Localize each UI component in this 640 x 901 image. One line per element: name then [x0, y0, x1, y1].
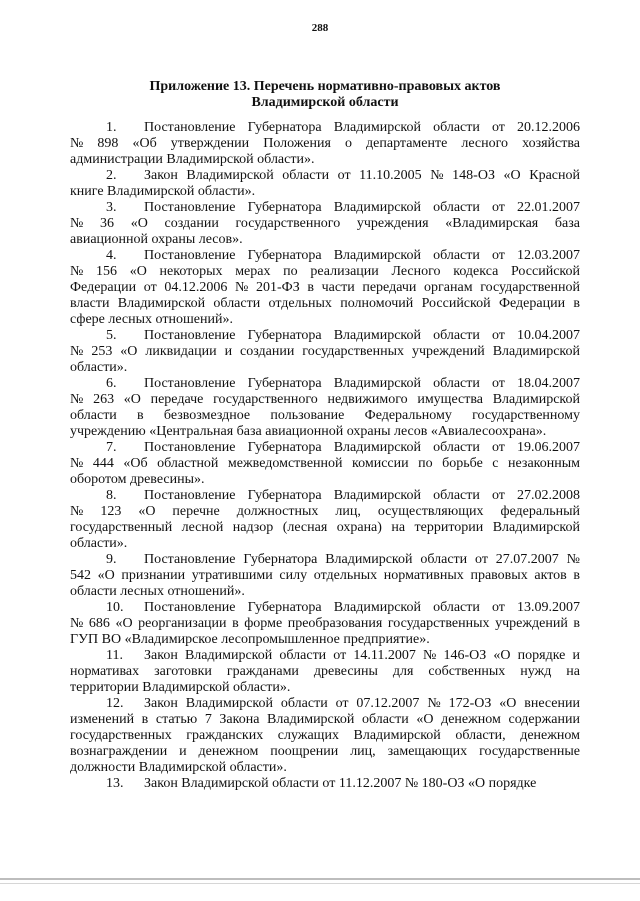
list-item-line — [70, 664, 580, 680]
list-item-line — [70, 248, 580, 264]
list-item-text: Постановление Губернатора Владимирской области от 18.04.2007 — [144, 376, 580, 391]
list-item-line — [70, 136, 580, 152]
list-item-text: вознаграждении и денежном поощрении лиц, замещающих государственные — [70, 744, 580, 759]
list-item-number: 4. — [106, 248, 117, 263]
list-item-text: Постановление Губернатора Владимирской области от 27.07.2007 № — [144, 552, 580, 567]
list-item-text: № 156 «О некоторых мерах по реализации Лесного кодекса Российской — [70, 264, 580, 279]
page-title — [70, 79, 580, 111]
list-item-text: Постановление Губернатора Владимирской области от 19.06.2007 — [144, 440, 580, 455]
list-item-text: Федерации от 04.12.2006 № 201-ФЗ в части передачи органам государственной — [70, 280, 580, 295]
list-item — [70, 648, 580, 696]
list-item-text: Постановление Губернатора Владимирской области от 12.03.2007 — [144, 248, 580, 263]
list-item-line — [70, 424, 580, 440]
list-item-text: Постановление Губернатора Владимирской области от 27.02.2008 — [144, 488, 580, 503]
list-item-text: авиационной охраны лесов». — [70, 232, 243, 247]
list-item-text: государственных гражданских служащих Владимирской области, денежном — [70, 728, 580, 743]
list-item-line — [70, 520, 580, 536]
list-item-text: № 123 «О перечне должностных лиц, осуществляющих федеральный — [70, 504, 580, 519]
list-item-number: 10. — [106, 600, 124, 615]
list-item-number: 9. — [106, 552, 117, 567]
list-item-number: 5. — [106, 328, 117, 343]
list-item-number: 7. — [106, 440, 117, 455]
list-item-text: Постановление Губернатора Владимирской области от 20.12.2006 — [144, 120, 580, 135]
list-item-text: № 444 «Об областной межведомственной комиссии по борьбе с незаконным — [70, 456, 580, 471]
list-item-line — [70, 584, 580, 600]
list-item-line — [70, 760, 580, 776]
list-item-line — [70, 680, 580, 696]
list-item-text: сфере лесных отношений». — [70, 312, 233, 327]
list-item — [70, 440, 580, 488]
list-item-line — [70, 184, 580, 200]
list-item-text: книге Владимирской области». — [70, 184, 256, 199]
page-title-line-2: Владимирской области — [251, 95, 399, 110]
list-item-text: учреждению «Центральная база авиационной охраны лесов «Авиалесоохрана». — [70, 424, 547, 439]
list-item-text: власти Владимирской области отдельных полномочий Российской Федерации в — [70, 296, 580, 311]
list-item-line — [70, 648, 580, 664]
list-item-text: администрации Владимирской области». — [70, 152, 315, 167]
list-item-line — [70, 696, 580, 712]
list-item-text: № 686 «О реорганизации в форме преобразования государственных учреждений в — [70, 616, 580, 631]
list-item — [70, 776, 580, 792]
list-item-text: государственный лесной надзор (лесная охрана) на территории Владимирской — [70, 520, 580, 535]
scan-edge-rule — [0, 878, 640, 880]
list-item-line — [70, 728, 580, 744]
list-item-line — [70, 632, 580, 648]
list-item-line — [70, 456, 580, 472]
list-item — [70, 600, 580, 648]
list-item-line — [70, 536, 580, 552]
list-item-line — [70, 280, 580, 296]
list-item-text: ГУП ВО «Владимирское лесопромышленное предприятие». — [70, 632, 430, 647]
list-item — [70, 552, 580, 600]
list-item-number: 13. — [106, 776, 124, 791]
list-item-line — [70, 360, 580, 376]
acts-list — [70, 120, 580, 792]
list-item — [70, 168, 580, 200]
list-item-line — [70, 600, 580, 616]
scan-edge-rule-secondary — [0, 883, 640, 884]
list-item-number: 12. — [106, 696, 124, 711]
list-item-number: 1. — [106, 120, 117, 135]
page-number: 288 — [311, 22, 329, 34]
list-item-line — [70, 504, 580, 520]
list-item-text: Постановление Губернатора Владимирской области от 13.09.2007 — [144, 600, 580, 615]
list-item-text: № 36 «О создании государственного учреждения «Владимирская база — [70, 216, 580, 231]
list-item-text: № 263 «О передаче государственного недвижимого имущества Владимирской — [70, 392, 580, 407]
list-item-line — [70, 776, 580, 792]
list-item-text: области». — [70, 536, 128, 551]
list-item-line — [70, 392, 580, 408]
list-item-text: должности Владимирской области». — [70, 760, 287, 775]
list-item — [70, 200, 580, 248]
list-item-text: области лесных отношений». — [70, 584, 245, 599]
list-item-line — [70, 488, 580, 504]
list-item-line — [70, 344, 580, 360]
list-item-number: 11. — [106, 648, 123, 663]
list-item-line — [70, 568, 580, 584]
list-item-line — [70, 232, 580, 248]
list-item-line — [70, 552, 580, 568]
list-item-number: 8. — [106, 488, 117, 503]
list-item-text: № 898 «Об утверждении Положения о департаменте лесного хозяйства — [70, 136, 580, 151]
list-item-line — [70, 264, 580, 280]
list-item — [70, 376, 580, 440]
list-item-line — [70, 328, 580, 344]
list-item-line — [70, 408, 580, 424]
list-item-line — [70, 168, 580, 184]
list-item-text: нормативах заготовки гражданами древесины для собственных нужд на — [70, 664, 580, 679]
list-item-line — [70, 200, 580, 216]
list-item-text: № 253 «О ликвидации и создании государственных учреждений Владимирской — [70, 344, 580, 359]
list-item — [70, 488, 580, 552]
list-item-line — [70, 312, 580, 328]
list-item-line — [70, 744, 580, 760]
list-item-text: области». — [70, 360, 128, 375]
list-item — [70, 120, 580, 168]
list-item-text: оборотом древесины». — [70, 472, 205, 487]
list-item-text: Закон Владимирской области от 11.12.2007 № 180-ОЗ «О порядке — [144, 776, 537, 791]
list-item-text: Закон Владимирской области от 11.10.2005 № 148-ОЗ «О Красной — [144, 168, 580, 183]
list-item-line — [70, 616, 580, 632]
list-item-text: Постановление Губернатора Владимирской области от 10.04.2007 — [144, 328, 580, 343]
list-item-text: изменений в статью 7 Закона Владимирской области «О денежном содержании — [70, 712, 580, 727]
list-item-number: 3. — [106, 200, 117, 215]
list-item — [70, 328, 580, 376]
list-item-line — [70, 376, 580, 392]
list-item — [70, 248, 580, 328]
list-item-line — [70, 440, 580, 456]
list-item-text: Закон Владимирской области от 07.12.2007 № 172-ОЗ «О внесении — [144, 696, 580, 711]
list-item-number: 6. — [106, 376, 117, 391]
list-item-text: 542 «О признании утратившими силу отдельных нормативных правовых актов в — [70, 568, 580, 583]
list-item — [70, 696, 580, 776]
list-item-number: 2. — [106, 168, 117, 183]
list-item-line — [70, 216, 580, 232]
list-item-text: области в безвозмездное пользование Федеральному государственному — [70, 408, 580, 423]
list-item-line — [70, 472, 580, 488]
list-item-line — [70, 152, 580, 168]
list-item-line — [70, 296, 580, 312]
list-item-text: Закон Владимирской области от 14.11.2007 № 146-ОЗ «О порядке и — [144, 648, 580, 663]
list-item-line — [70, 712, 580, 728]
page-title-line-1: Приложение 13. Перечень нормативно-правовых актов — [149, 79, 501, 94]
list-item-line — [70, 120, 580, 136]
list-item-text: Постановление Губернатора Владимирской области от 22.01.2007 — [144, 200, 580, 215]
list-item-text: территории Владимирской области». — [70, 680, 291, 695]
